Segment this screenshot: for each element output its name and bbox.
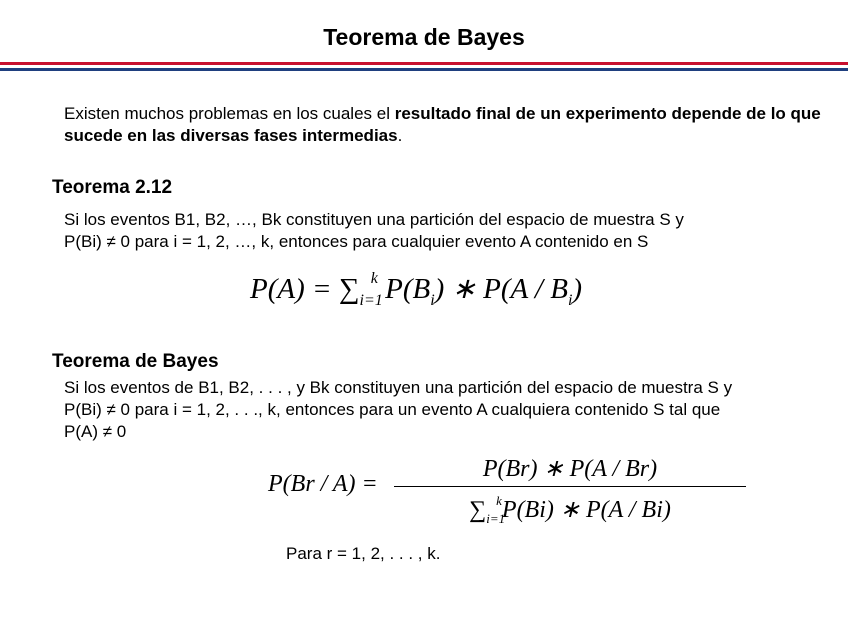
bayes-formula-denominator [394,493,746,527]
bayes-formula-fraction [394,454,746,527]
intro-text-after: . [397,126,403,145]
bayes-statement [64,377,834,443]
range-note: Para r = 1, 2, . . . , k. [286,544,441,563]
bayes-heading: Teorema de Bayes [52,351,219,372]
bayes-line-2: P(Bi) ≠ 0 para i = 1, 2, . . ., k, entonces para un evento A cualquiera contenido S tal que [64,400,721,419]
theorem-212-heading: Teorema 2.12 [52,177,173,198]
formula1-sum-lower: i=1 [359,292,383,309]
bayes-formula-numerator: P(Br) ∗ P(A / Br) [482,456,658,482]
formula1-body-sub: i [430,292,435,309]
formula1-lhs: P(A) = [250,273,339,305]
formula1-body: P(B [377,273,431,305]
formula1-sigma: ∑ [338,273,360,305]
theorem-212-line-1: Si los eventos B1, B2, …, Bk constituyen una partición del espacio de muestra S y [64,210,684,229]
bayes-line-3: P(A) ≠ 0 [64,422,127,441]
formula2-sum-lower: i=1 [486,511,506,526]
theorem-212-statement [64,209,834,253]
total-probability-formula [250,270,582,310]
intro-text-before: Existen muchos problemas en los cuales el [64,104,395,123]
formula1-body-mid: ) ∗ P(A / B [434,273,568,305]
formula1-sum-upper: k [370,270,378,287]
header-divider-blue [0,68,848,71]
fraction-bar [394,486,746,487]
bayes-line-1: Si los eventos de B1, B2, . . . , y Bk constituyen una partición del espacio de muestra S y [64,378,733,397]
bayes-formula-lhs: P(Br / A) = [268,471,378,497]
formula1-body-end: ) [572,273,583,305]
formula2-sigma: ∑ [469,497,487,523]
theorem-212-line-2: P(Bi) ≠ 0 para i = 1, 2, …, k, entonces para cualquier evento A contenido en S [64,232,649,251]
formula2-sum-upper: k [496,493,502,508]
slide-title: Teorema de Bayes [323,24,525,50]
formula2-denominator-body: P(Bi) ∗ P(A / Bi) [501,497,671,523]
formula1-body-sub-2: i [567,292,573,309]
intro-paragraph [64,103,834,147]
header-divider-red [0,62,848,65]
intro-bold-text: resultado final de un experimento depende de lo que sucede en las diversas fases intermedias [64,104,821,145]
